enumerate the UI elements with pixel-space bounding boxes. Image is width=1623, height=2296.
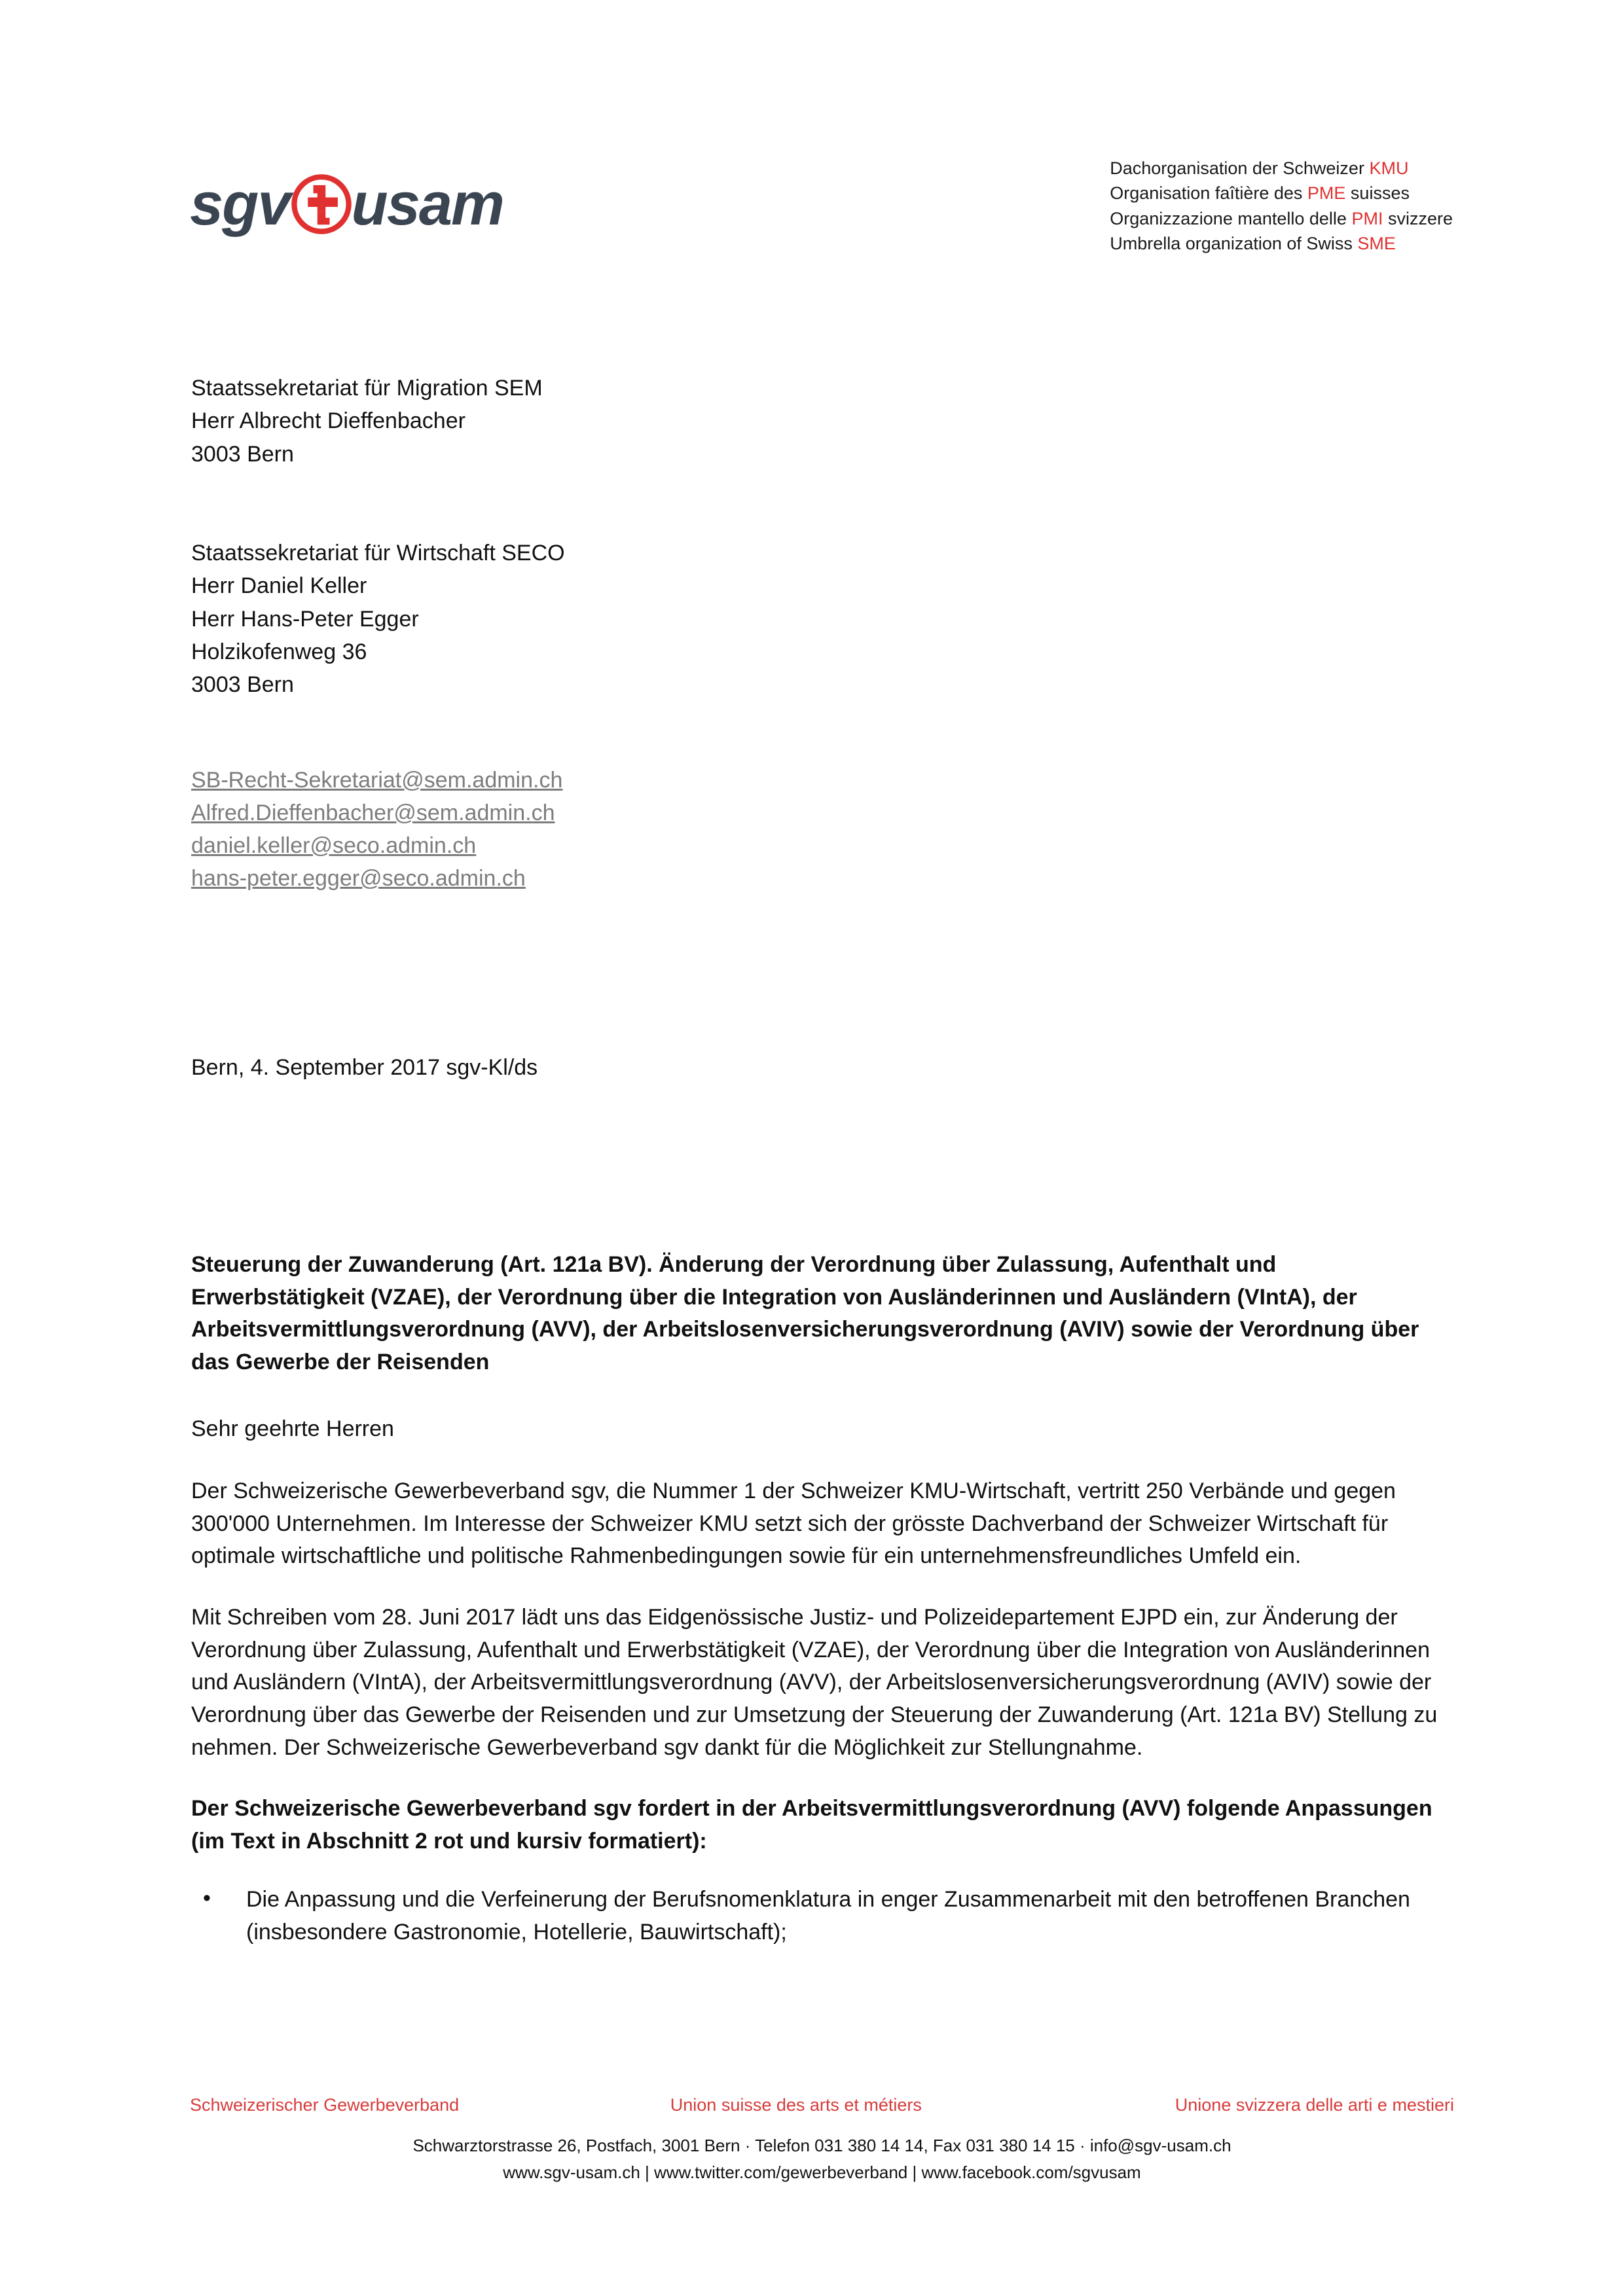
footer-contact-line: Schwarztorstrasse 26, Postfach, 3001 Bern · Telefon 031 380 14 14, Fax 031 380 14 15 · info@sgv-usam.ch [412,2135,1231,2155]
footer-web-line: www.sgv-usam.ch | www.twitter.com/gewerbeverband | www.facebook.com/sgvusam [503,2162,1141,2182]
tagline-line-fr: Organisation faîtière des PME suisses [1110,183,1410,204]
tagline-block [1110,152,1453,256]
letter-demands-intro: Der Schweizerische Gewerbeverband sgv fordert in der Arbeitsvermittlungsverordnung (AVV) folgende Anpassungen (im Text in Abschnitt 2 rot und kursiv formatiert): [191,1796,1432,1854]
sgv-usam-logo [190,165,503,243]
logo-text-usam: usam [351,171,503,238]
recipient-email-list [191,764,562,895]
swiss-cross-circle-logo [287,170,356,238]
email-link[interactable]: hans-peter.egger@seco.admin.ch [191,865,526,891]
footer-org-fr: Union suisse des arts et métiers [670,2094,922,2115]
address-line: Herr Daniel Keller [191,573,367,599]
email-link[interactable]: Alfred.Dieffenbacher@sem.admin.ch [191,800,555,825]
address-line: Herr Albrecht Dieffenbacher [191,408,465,434]
letter-subject: Steuerung der Zuwanderung (Art. 121a BV). Änderung der Verordnung über Zulassung, Aufenthalt und Erwerbstätigkeit (VZAE), der Verordnung über die Integration von Ausländerinnen und Ausländern (VIntA), der Arbeitsvermittlungsverordnung (AVV), der Arbeitslosenversicherungsverordnung (AVIV) sowie der Verordnung über das Gewerbe der Reisenden [191,1252,1419,1374]
letter-paragraph-1: Der Schweizerische Gewerbeverband sgv, die Nummer 1 der Schweizer KMU-Wirtschaft, vertritt 250 Verbände und gegen 300'000 Unternehmen. Im Interesse der Schweizer KMU setzt sich der grösste Dachverband der Schweizer Wirtschaft für optimale wirtschaftliche und politische Rahmenbedingungen sowie für ein unternehmensfreundliches Umfeld ein. [191,1479,1396,1569]
footer-contact [190,2132,1454,2186]
list-item: • Die Anpassung und die Verfeinerung der Berufsnomenklatura in enger Zusammenarbeit mit den betroffenen Branchen (insbesondere Gastronomie, Hotellerie, Bauwirtschaft); [191,1884,1438,1948]
address-line: Holzikofenweg 36 [191,639,367,664]
footer-org-de: Schweizerischer Gewerbeverband [190,2094,460,2115]
address-line: Staatssekretariat für Migration SEM [191,376,543,401]
demands-list [191,1884,1438,1948]
dateline: Bern, 4. September 2017 sgv-Kl/ds [191,1055,538,1080]
address-line: Herr Hans-Peter Egger [191,606,419,632]
address-line: 3003 Bern [191,672,294,698]
recipient-address-sem [191,372,543,471]
page-footer [190,2095,1454,2186]
letterhead [190,152,1453,276]
tagline-line-en: Umbrella organization of Swiss SME [1110,233,1396,253]
email-link[interactable]: SB-Recht-Sekretariat@sem.admin.ch [191,768,563,793]
address-line: 3003 Bern [191,441,294,467]
tagline-line-de: Dachorganisation der Schweizer KMU [1110,158,1409,178]
email-link[interactable]: daniel.keller@seco.admin.ch [191,833,477,858]
letter-body [191,1249,1438,1960]
tagline-line-it: Organizzazione mantello delle PMI svizzere [1110,208,1453,228]
letter-paragraph-2: Mit Schreiben vom 28. Juni 2017 lädt uns das Eidgenössische Justiz- und Polizeidepartement EJPD ein, zur Änderung der Verordnung über Zulassung, Aufenthalt und Erwerbstätigkeit (VZAE), der Verordnung über die Integration von Ausländerinnen und Ausländern (VIntA), der Arbeitsvermittlungsverordnung (AVV), der Arbeitslosenversicherungsverordnung (AVIV) sowie der Verordnung über das Gewerbe der Reisenden und zur Umsetzung der Steuerung der Zuwanderung (Art. 121a BV) Stellung zu nehmen. Der Schweizerische Gewerbeverband sgv dankt für die Möglichkeit zur Stellungnahme. [191,1605,1438,1760]
footer-org-it: Unione svizzera delle arti e mestieri [1175,2094,1454,2115]
footer-org-names [190,2095,1454,2115]
address-line: Staatssekretariat für Wirtschaft SECO [191,541,565,565]
letter-salutation: Sehr geehrte Herren [191,1416,394,1441]
recipient-address-seco [191,537,565,702]
logo-text-sgv: sgv [190,171,290,238]
